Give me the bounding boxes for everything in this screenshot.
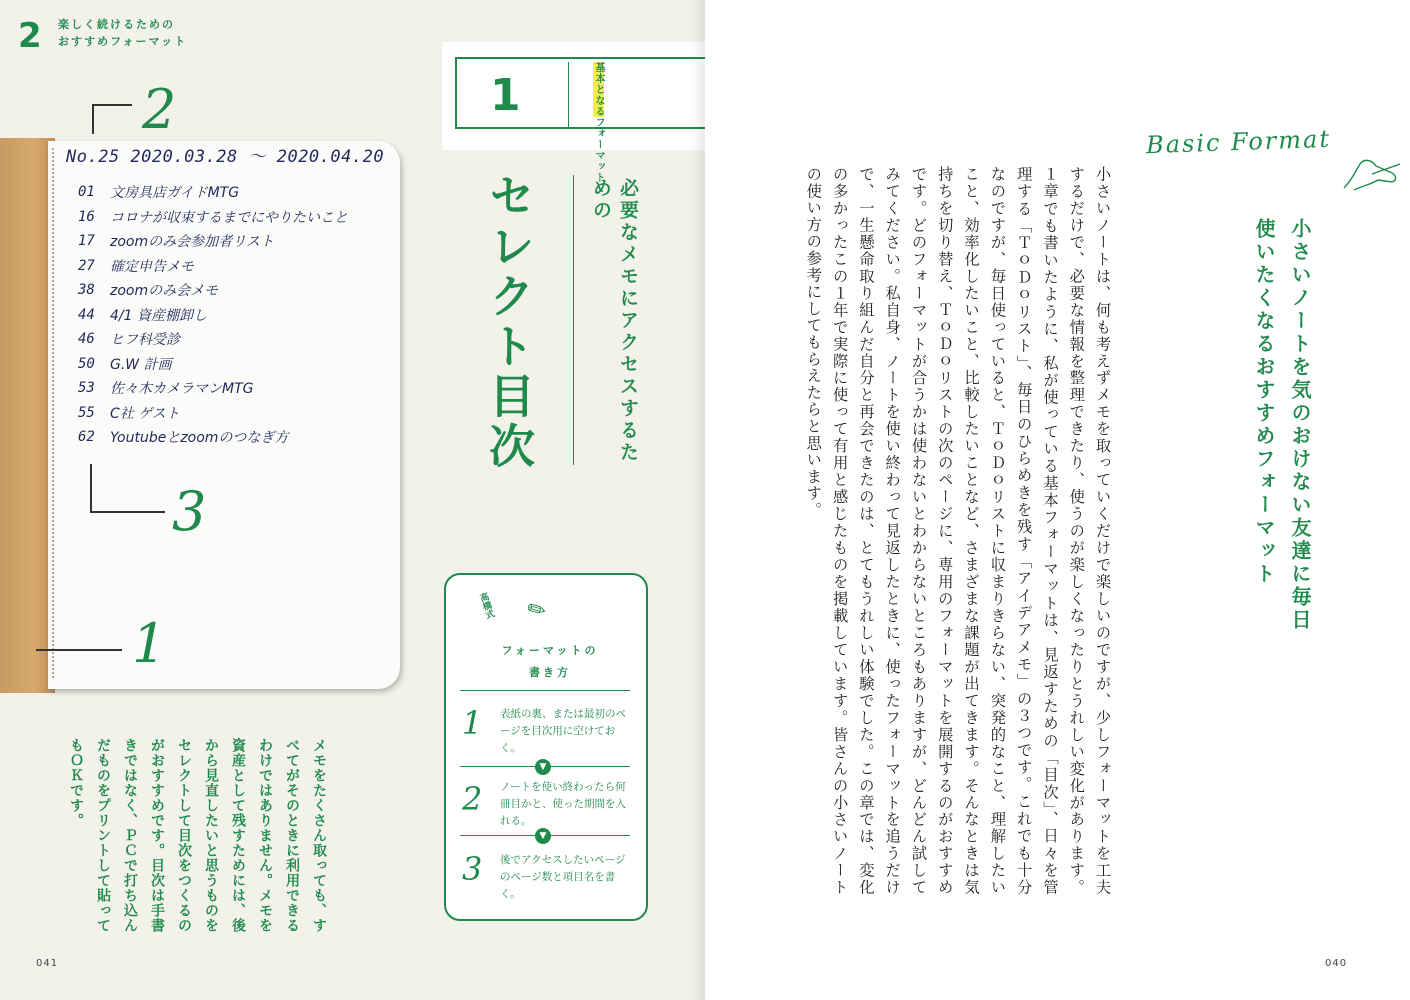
section-label-highlight: 基本となる [593,62,604,117]
howto-divider [460,690,630,691]
entry-page: 38 [78,282,95,299]
callout-3: 3 [172,480,207,543]
section-label-rest: フォーマット [593,117,604,183]
left-page-number: 041 [36,958,59,969]
howto-badge: 高橋式 [476,591,495,621]
entry-text: G.W 計画 [110,356,172,373]
list-item [78,425,378,450]
callout-3-line-v [90,464,92,512]
callout-2-line-h [92,104,132,106]
script-title: Basic Format [1145,124,1332,160]
entry-page: 62 [78,429,95,446]
entry-text: コロナが収束するまでにやりたいこと [110,209,348,226]
list-item [78,401,378,426]
entry-text: 確定申告メモ [110,258,194,275]
section-subtitle: 必要なメモにアクセスするための [590,178,639,464]
entry-page: 16 [78,208,95,225]
notebook-header: No.25 2020.03.28 ～ 2020.04.20 [66,147,385,167]
howto-title-line1: フォーマットの [501,644,599,657]
list-item [78,376,378,401]
step-3-number: 3 [462,850,483,888]
section-title: セレクト目次 [482,172,536,472]
list-item [78,278,378,303]
entry-text: 文房具店ガイドMTG [110,185,240,202]
arrow-down-icon: ▼ [535,828,551,844]
notebook-stitch [52,148,54,678]
entry-text: zoomのみ会参加者リスト [110,234,274,251]
section-label [592,62,604,183]
notebook-kraft-spine [0,138,55,693]
entry-text: zoomのみ会メモ [110,283,219,300]
chapter-title-line1: 楽しく続けるための [58,18,175,31]
entry-text: 4/1 資産棚卸し [110,307,207,324]
chapter-title [58,16,187,50]
section-heading-divider [568,62,569,128]
step-2-text: ノートを使い終わったら何冊目かと、使った期間を入れる。 [500,781,626,827]
right-heading: 小さいノートを気のおけない友達に毎日使いたくなるおすすめフォーマット [1252,218,1312,632]
entry-page: 44 [78,306,95,323]
pen-icon: ✎ [522,595,552,626]
list-item [78,180,378,205]
entry-text: ヒフ科受診 [110,332,180,349]
arrow-down-icon: ▼ [535,759,551,775]
entry-page: 50 [78,355,95,372]
entry-page: 55 [78,404,95,421]
left-body-text: メモをたくさん取っても、すべてがそのときに利用できるわけではありません。メモを資産として残すためには、後から見直したいと思うものをセレクトして目次をつくるのがおすすめです。目次は手書きではなく、ＰＣで打ち込んだものをプリントして貼ってもＯＫです。 [68,738,327,933]
callout-1-line [36,649,122,651]
list-item [78,229,378,254]
right-body-text: 小さいノートは、何も考えずメモを取っていくだけで楽しいのですが、少しフォーマットを工夫するだけで、必要な情報を整理できたり、使うのが楽しくなったりとうれしい変化があります。１章でも書いたように、私が使っている基本フォーマットは、見返すための「目次」、日々を管理する「ＴｏＤｏリスト」、毎日のひらめきを残す「アイデアメモ」の３つです。これでも十分なのですが、毎日使っていると、ＴｏＤｏリストに収まりきらない、突発的なこと、理解したいこと、効率化したいこと、比較したいことなど、さまざまな課題が出てきます。そんなときは気持ちを切り替え、ＴｏＤｏリストの次のページに、専用のフォーマットを展開するのがおすすめです。どのフォーマットが合うかは使わないとわからないところもありますが、どんどん試してみてください。私自身、ノートを使い終わって見返したときに、使ったフォーマットを追うだけで、一生懸命取り組んだ自分と再会できたのは、とてもうれしい体験でした。この章では、変化の多かったこの１年で実際に使って有用と感じたものを掲載しています。皆さんの小さいノートの使い方の参考にしてもらえたらと思います。 [804,166,1112,896]
step-2-number: 2 [462,780,483,818]
callout-2: 2 [142,78,177,141]
callout-3-line-h [90,511,165,513]
howto-title [470,640,630,684]
list-item [78,303,378,328]
entry-page: 27 [78,257,95,274]
entry-page: 53 [78,380,95,397]
entry-text: 佐々木カメラマンMTG [110,381,254,398]
howto-title-line2: 書き方 [529,666,571,679]
chapter-number: 2 [18,16,42,56]
list-item [78,327,378,352]
step-3-text: 後でアクセスしたいページのページ数と項目名を書く。 [500,854,626,900]
hand-writing-icon [1342,150,1402,195]
list-item [78,254,378,279]
callout-1: 1 [132,612,167,675]
chapter-title-line2: おすすめフォーマット [58,35,188,48]
entry-text: C社 ゲスト [110,405,180,422]
right-page-number: 040 [1325,958,1348,969]
entry-page: 46 [78,331,95,348]
subtitle-rule [573,175,574,465]
list-item [78,352,378,377]
notebook-index-list [78,180,378,450]
step-1-number: 1 [462,704,483,742]
section-number: 1 [490,70,521,121]
step-1-text: 表紙の裏、または最初のページを目次用に空けておく。 [500,708,626,754]
entry-page: 01 [78,184,95,201]
list-item [78,205,378,230]
entry-text: Youtubeとzoomのつなぎ方 [110,430,289,447]
entry-page: 17 [78,233,95,250]
callout-2-line-v [92,104,94,134]
